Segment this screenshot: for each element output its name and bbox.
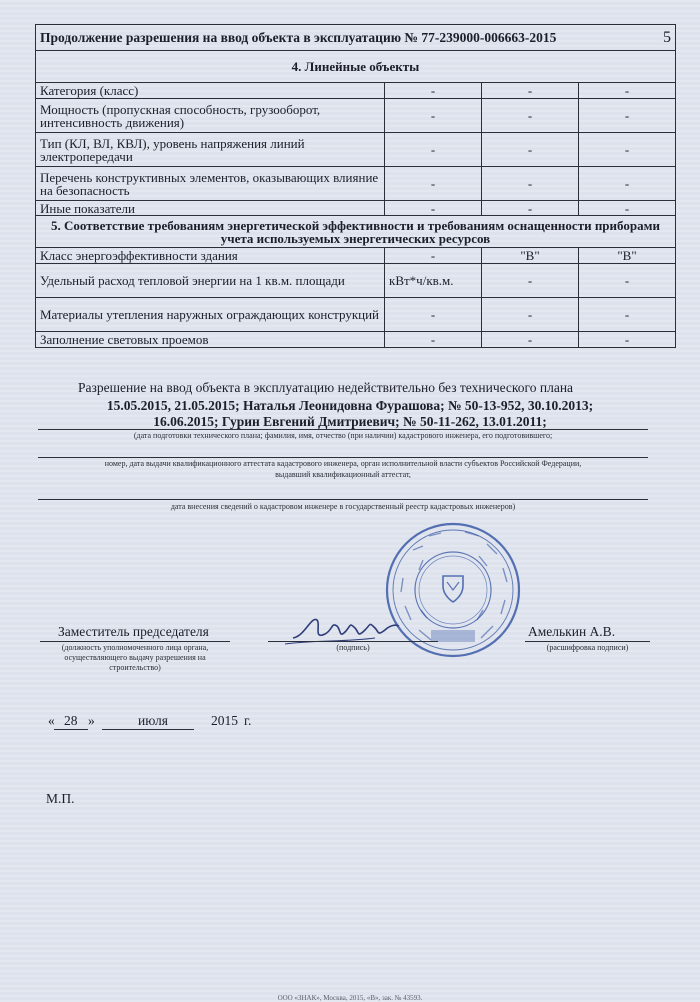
row-label: Категория (класс) bbox=[36, 83, 385, 99]
date-day: 28 bbox=[64, 713, 78, 728]
divider bbox=[38, 429, 648, 430]
cell-value: - bbox=[579, 298, 676, 332]
cell-value: - bbox=[482, 332, 579, 348]
cell-value: - bbox=[482, 99, 579, 133]
date-suffix: г. bbox=[244, 713, 252, 728]
row-label: Удельный расход тепловой энергии на 1 кв.м. площади bbox=[36, 264, 385, 298]
page-number: 5 bbox=[663, 29, 671, 46]
divider bbox=[40, 641, 230, 642]
date-year: 2015 bbox=[211, 713, 238, 728]
section4-title: 4. Линейные объекты bbox=[36, 51, 676, 83]
name-caption: (расшифровка подписи) bbox=[546, 643, 629, 652]
row-label: Перечень конструктивных элементов, оказывающих влияние на безопасность bbox=[36, 167, 385, 201]
tech-plan-intro: Разрешение на ввод объекта в эксплуатацию недействительно без технического плана bbox=[78, 380, 574, 395]
cell-value: - bbox=[385, 99, 482, 133]
caption-3: дата внесения сведений о кадастровом инженере в государственный реестр кадастровых инженеров) bbox=[170, 502, 516, 511]
cell-value: - bbox=[579, 167, 676, 201]
cell-value: - bbox=[385, 167, 482, 201]
table-row bbox=[36, 264, 676, 298]
table-row bbox=[36, 83, 676, 99]
caption-2b: выдавший квалификационный аттестат, bbox=[275, 470, 411, 479]
position-caption: (должность уполномоченного лица органа, осуществляющего выдачу разрешения на строительство) bbox=[61, 643, 209, 672]
cell-value: - bbox=[579, 264, 676, 298]
tech-plan-line-1: 15.05.2015, 21.05.2015; Наталья Леонидовна Фурашова; № 50-13-952, 30.10.2013; bbox=[106, 398, 594, 413]
specs-table bbox=[35, 24, 676, 348]
cell-value: - bbox=[385, 133, 482, 167]
cell-value: - bbox=[385, 201, 482, 216]
row-label: Мощность (пропускная способность, грузооборот, интенсивность движения) bbox=[36, 99, 385, 133]
cell-value: "В" bbox=[482, 248, 579, 264]
date-close-quote: » bbox=[88, 713, 95, 728]
table-row bbox=[36, 133, 676, 167]
row-label: Тип (КЛ, ВЛ, КВЛ), уровень напряжения линий электропередачи bbox=[36, 133, 385, 167]
date-month: июля bbox=[138, 713, 168, 728]
divider bbox=[268, 641, 438, 642]
caption-2a: номер, дата выдачи квалификационного аттестата кадастрового инженера, орган исполнительной власти субъектов Российской Федерации, bbox=[104, 459, 582, 468]
cell-value: - bbox=[385, 298, 482, 332]
cell-value: - bbox=[579, 332, 676, 348]
cell-value: - bbox=[385, 332, 482, 348]
divider bbox=[38, 457, 648, 458]
divider bbox=[38, 499, 648, 500]
cell-value: - bbox=[579, 133, 676, 167]
tech-plan-line-2: 16.06.2015; Гурин Евгений Дмитриевич; № 50-11-262, 13.01.2011; bbox=[153, 414, 547, 429]
cell-value: - bbox=[482, 264, 579, 298]
cell-value: - bbox=[482, 201, 579, 216]
cell-value: - bbox=[385, 83, 482, 99]
cell-value: - bbox=[482, 83, 579, 99]
cell-value: - bbox=[579, 99, 676, 133]
printer-footer: ООО «ЗНАК», Москва, 2015, «В», зак. № 43593. bbox=[277, 994, 423, 1002]
divider bbox=[54, 729, 88, 730]
cell-value: - bbox=[482, 298, 579, 332]
table-row bbox=[36, 167, 676, 201]
signer-position: Заместитель председателя bbox=[58, 624, 209, 639]
table-row bbox=[36, 201, 676, 216]
row-label: Заполнение световых проемов bbox=[36, 332, 385, 348]
cell-value: "В" bbox=[579, 248, 676, 264]
row-label: Материалы утепления наружных ограждающих конструкций bbox=[36, 298, 385, 332]
cell-value: кВт*ч/кв.м. bbox=[385, 264, 482, 298]
cell-value: - bbox=[579, 83, 676, 99]
caption-1: (дата подготовки технического плана; фамилия, имя, отчество (при наличии) кадастрового инженера, его подготовившего; bbox=[133, 431, 553, 440]
document-title: Продолжение разрешения на ввод объекта в эксплуатацию № 77-239000-006663-2015 bbox=[36, 25, 676, 51]
row-label: Иные показатели bbox=[36, 201, 385, 216]
divider bbox=[102, 729, 194, 730]
date-open-quote: « bbox=[48, 713, 55, 728]
signer-name: Амелькин А.В. bbox=[528, 624, 616, 639]
table-row bbox=[36, 99, 676, 133]
table-row bbox=[36, 248, 676, 264]
row-label: Класс энергоэффективности здания bbox=[36, 248, 385, 264]
cell-value: - bbox=[385, 248, 482, 264]
section5-title: 5. Соответствие требованиям энергетической эффективности и требованиям оснащенности приборами учета используемых энергетических ресурсов bbox=[36, 216, 676, 248]
cell-value: - bbox=[482, 133, 579, 167]
seal-place: М.П. bbox=[46, 791, 75, 806]
divider bbox=[525, 641, 650, 642]
cell-value: - bbox=[482, 167, 579, 201]
table-row bbox=[36, 298, 676, 332]
cell-value: - bbox=[579, 201, 676, 216]
table-row bbox=[36, 332, 676, 348]
sign-caption: (подпись) bbox=[336, 643, 370, 652]
